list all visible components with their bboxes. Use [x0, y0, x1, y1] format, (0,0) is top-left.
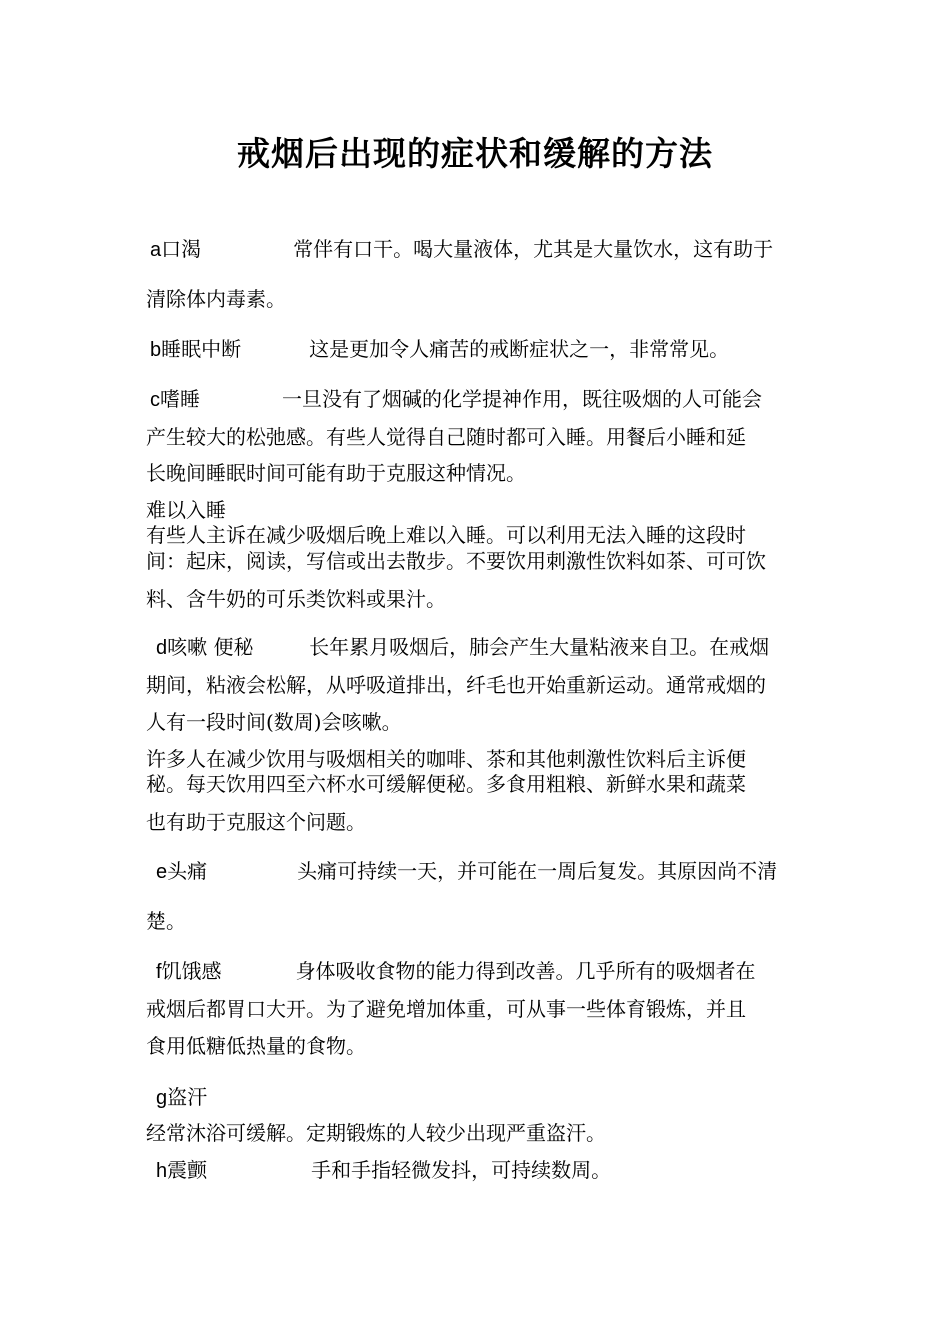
item-a-line-2: 清除体内毒素。 [146, 287, 286, 311]
item-h-marker: h [156, 1160, 168, 1182]
item-e-marker: e [156, 861, 168, 883]
item-f-desc-1: 身体吸收食物的能力得到改善。几乎所有的吸烟者在 [295, 959, 756, 983]
item-d-marker: d [156, 637, 168, 659]
item-h-line-1 [146, 1157, 811, 1184]
item-f-line-1 [146, 958, 811, 985]
item-f-line-2: 戒烟后都胃口大开。为了避免增加体重，可从事一些体育锻炼，并且 [146, 997, 746, 1021]
item-f-line-3: 食用低糖低热量的食物。 [146, 1034, 366, 1058]
item-b-marker: b [150, 339, 162, 361]
item-g-term: 盗汗 [167, 1085, 208, 1109]
insomnia-line-1: 有些人主诉在减少吸烟后晚上难以入睡。可以利用无法入睡的这段时 [146, 523, 746, 547]
insomnia-heading: 难以入睡 [146, 498, 226, 522]
item-c-desc-1: 一旦没有了烟碱的化学提神作用，既往吸烟的人可能会 [282, 387, 762, 411]
item-e-line-1 [146, 858, 811, 885]
constipation-line-3: 也有助于克服这个问题。 [146, 810, 366, 834]
item-g-desc-1: 经常沐浴可缓解。定期锻炼的人较少出现严重盗汗。 [146, 1121, 606, 1145]
item-a-line-1 [146, 236, 811, 263]
item-c-line-1 [146, 386, 811, 413]
item-c-marker: c [150, 389, 160, 411]
item-c-line-3: 长晚间睡眠时间可能有助于克服这种情况。 [146, 461, 526, 485]
item-f-term: 饥饿感 [161, 959, 222, 983]
item-e-line-2: 楚。 [146, 909, 186, 933]
insomnia-line-3: 料、含牛奶的可乐类饮料或果汁。 [146, 587, 446, 611]
item-f-marker: f [156, 961, 162, 983]
item-a-desc-1: 常伴有口干。喝大量液体，尤其是大量饮水，这有助于 [293, 237, 774, 261]
item-d-line-3: 人有一段时间(数周)会咳嗽。 [146, 710, 402, 734]
item-c-term: 嗜睡 [160, 387, 200, 411]
item-b-term: 睡眠中断 [161, 337, 242, 361]
item-e-desc-1: 头痛可持续一天，并可能在一周后复发。其原因尚不清 [297, 859, 778, 883]
item-e-term: 头痛 [167, 859, 208, 883]
item-d-line-2: 期间，粘液会松解，从呼吸道排出，纤毛也开始重新运动。通常戒烟的 [146, 673, 766, 697]
item-b-desc-1: 这是更加令人痛苦的戒断症状之一，非常常见。 [309, 337, 730, 361]
item-h-term: 震颤 [167, 1158, 208, 1182]
item-d-desc-1: 长年累月吸烟后，肺会产生大量粘液来自卫。在戒烟 [309, 635, 770, 659]
item-a-term: 口渴 [161, 237, 202, 261]
item-b-line-1 [146, 336, 811, 363]
item-d-term: 咳嗽 便秘 [167, 635, 254, 659]
item-g-line-1 [146, 1084, 811, 1111]
document-title: 戒烟后出现的症状和缓解的方法 [237, 134, 713, 173]
item-c-line-2: 产生较大的松弛感。有些人觉得自己随时都可入睡。用餐后小睡和延 [146, 425, 746, 449]
item-a-marker: a [150, 239, 162, 261]
item-h-desc-1: 手和手指轻微发抖，可持续数周。 [311, 1158, 612, 1182]
constipation-line-1: 许多人在减少饮用与吸烟相关的咖啡、茶和其他刺激性饮料后主诉便 [146, 747, 746, 771]
insomnia-line-2: 间：起床，阅读，写信或出去散步。不要饮用刺激性饮料如茶、可可饮 [146, 549, 766, 573]
item-d-line-1 [146, 634, 811, 661]
constipation-line-2: 秘。每天饮用四至六杯水可缓解便秘。多食用粗粮、新鲜水果和蔬菜 [146, 772, 746, 796]
item-g-marker: g [156, 1087, 168, 1109]
